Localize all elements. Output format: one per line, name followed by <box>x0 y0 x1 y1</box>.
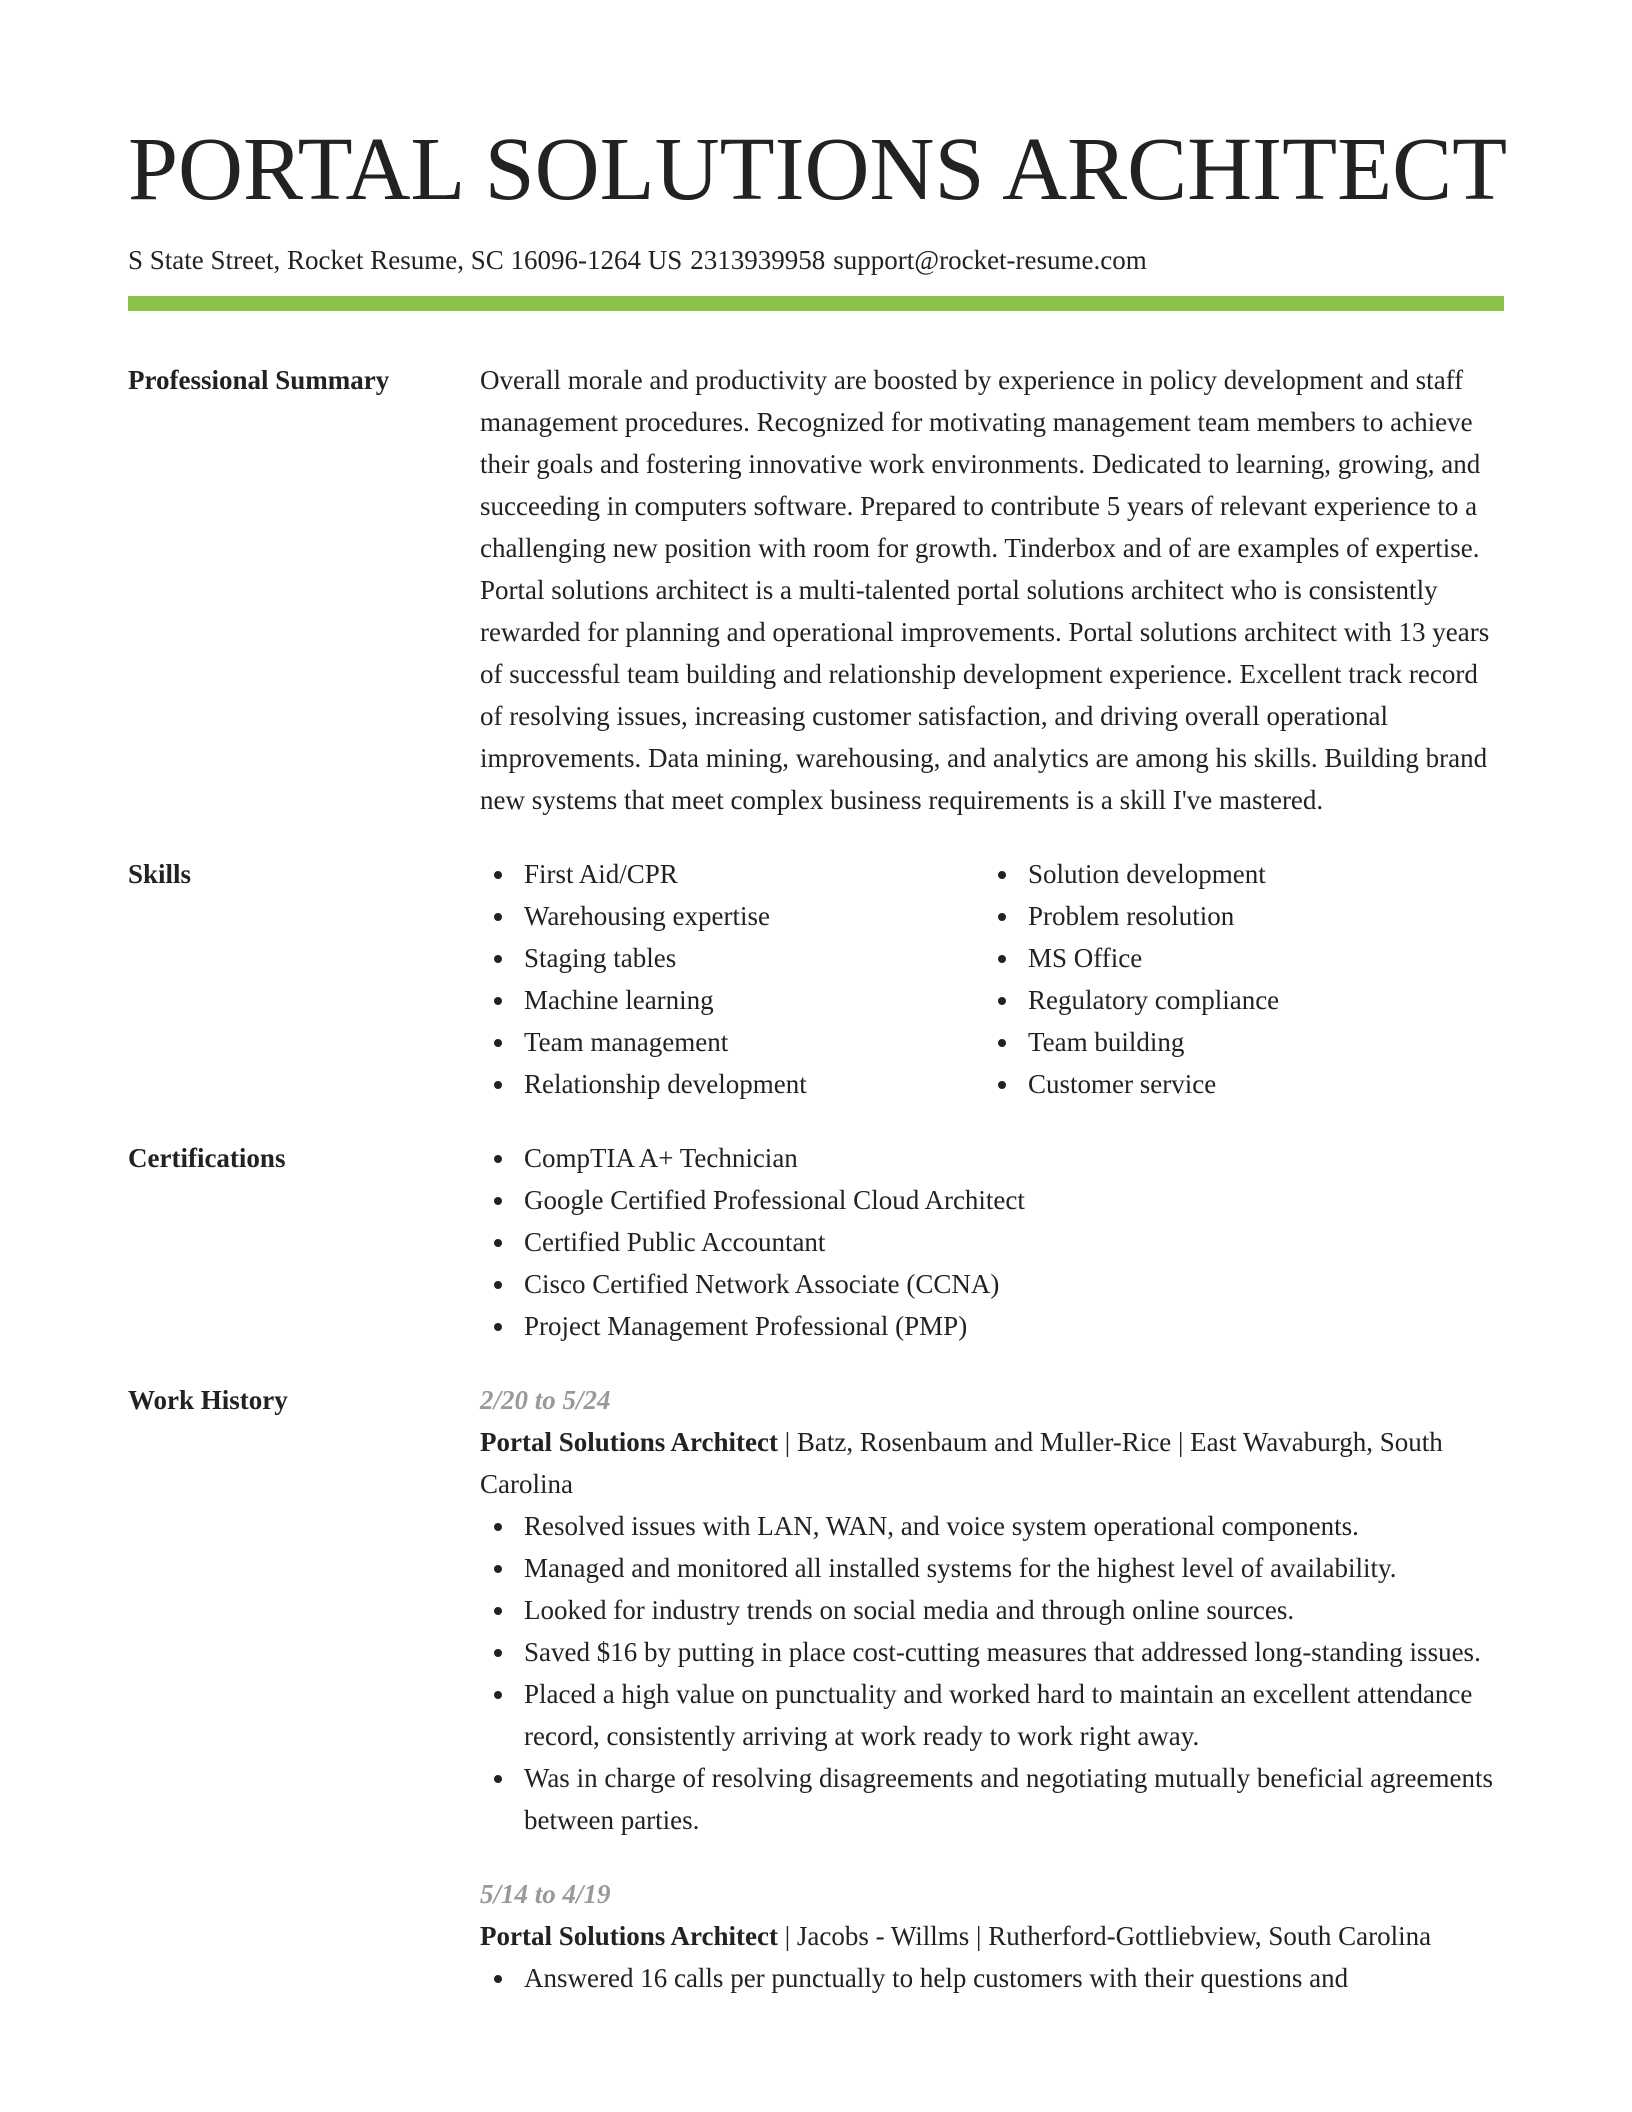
section-label-skills: Skills <box>128 859 192 889</box>
certification-item: Certified Public Accountant <box>480 1221 1504 1263</box>
certification-item: Google Certified Professional Cloud Architect <box>480 1179 1504 1221</box>
skill-item: MS Office <box>984 937 1504 979</box>
job-dates: 5/14 to 4/19 <box>480 1879 611 1909</box>
job-bullet: Was in charge of resolving disagreements and negotiating mutually beneficial agreements between parties. <box>480 1757 1504 1841</box>
resume-name: PORTAL SOLUTIONS ARCHITECT <box>128 120 1508 219</box>
job-entry <box>480 1379 1504 1841</box>
job-bullets <box>480 1505 1504 1841</box>
skill-item: Team building <box>984 1021 1504 1063</box>
skills-column-2 <box>984 853 1504 1105</box>
skill-item: Customer service <box>984 1063 1504 1105</box>
job-bullet: Saved $16 by putting in place cost-cutting measures that addressed long-standing issues. <box>480 1631 1504 1673</box>
job-bullet: Answered 16 calls per punctually to help customers with their questions and <box>480 1957 1504 1999</box>
contact-line <box>128 242 1504 278</box>
certification-item: Cisco Certified Network Associate (CCNA) <box>480 1263 1504 1305</box>
certification-item: CompTIA A+ Technician <box>480 1137 1504 1179</box>
job-title: Portal Solutions Architect <box>480 1427 778 1457</box>
work-history-body <box>480 1379 1504 1999</box>
accent-divider <box>128 296 1504 311</box>
address: S State Street, Rocket Resume, SC 16096-1264 US <box>128 245 683 275</box>
section-label-certifications: Certifications <box>128 1143 286 1173</box>
summary-body <box>480 359 1504 821</box>
skills-section <box>128 853 1504 1105</box>
job-bullet: Resolved issues with LAN, WAN, and voice system operational components. <box>480 1505 1504 1547</box>
certifications-list <box>480 1137 1504 1347</box>
job-bullet: Looked for industry trends on social media and through online sources. <box>480 1589 1504 1631</box>
summary-text: Overall morale and productivity are boosted by experience in policy development and staff management procedures. Recognized for motivating management team members to achieve their goals and fostering innovative work environments. Dedicated to learning, growing, and succeeding in computers software. Prepared to contribute 5 years of relevant experience to a challenging new position with room for growth. Tinderbox and of are examples of expertise. Portal solutions architect is a multi-talented portal solutions architect who is consistently rewarded for planning and operational improvements. Portal solutions architect with 13 years of successful team building and relationship development experience. Excellent track record of resolving issues, increasing customer satisfaction, and driving overall operational improvements. Data mining, warehousing, and analytics are among his skills. Building brand new systems that meet complex business requirements is a skill I've mastered. <box>480 365 1490 815</box>
job-entry <box>480 1873 1504 1999</box>
skill-item: Warehousing expertise <box>480 895 984 937</box>
summary-section <box>128 359 1504 821</box>
section-label-work-history: Work History <box>128 1385 288 1415</box>
skill-item: Team management <box>480 1021 984 1063</box>
email: support@rocket-resume.com <box>833 245 1147 275</box>
skill-item: Relationship development <box>480 1063 984 1105</box>
certifications-body <box>480 1137 1504 1347</box>
skills-column-1 <box>480 853 984 1105</box>
skill-item: Problem resolution <box>984 895 1504 937</box>
job-bullets <box>480 1957 1504 1999</box>
job-details: | Jacobs - Willms | Rutherford-Gottliebview, South Carolina <box>777 1921 1432 1951</box>
job-dates: 2/20 to 5/24 <box>480 1385 611 1415</box>
work-history-section <box>128 1379 1504 1999</box>
job-bullet: Placed a high value on punctuality and worked hard to maintain an excellent attendance record, consistently arriving at work ready to work right away. <box>480 1673 1504 1757</box>
job-details: | Batz, Rosenbaum and Muller-Rice | East Wavaburgh, South Carolina <box>480 1427 1443 1499</box>
phone: 2313939958 <box>690 245 826 275</box>
job-title: Portal Solutions Architect <box>480 1921 778 1951</box>
skill-item: First Aid/CPR <box>480 853 984 895</box>
certification-item: Project Management Professional (PMP) <box>480 1305 1504 1347</box>
resume-page <box>128 120 1508 1999</box>
skill-item: Regulatory compliance <box>984 979 1504 1021</box>
skill-item: Staging tables <box>480 937 984 979</box>
skill-item: Solution development <box>984 853 1504 895</box>
skill-item: Machine learning <box>480 979 984 1021</box>
skills-body <box>480 853 1504 1105</box>
job-heading <box>480 1421 1504 1505</box>
certifications-section <box>128 1137 1504 1347</box>
job-bullet: Managed and monitored all installed systems for the highest level of availability. <box>480 1547 1504 1589</box>
job-heading <box>480 1915 1504 1957</box>
section-label-summary: Professional Summary <box>128 365 390 395</box>
